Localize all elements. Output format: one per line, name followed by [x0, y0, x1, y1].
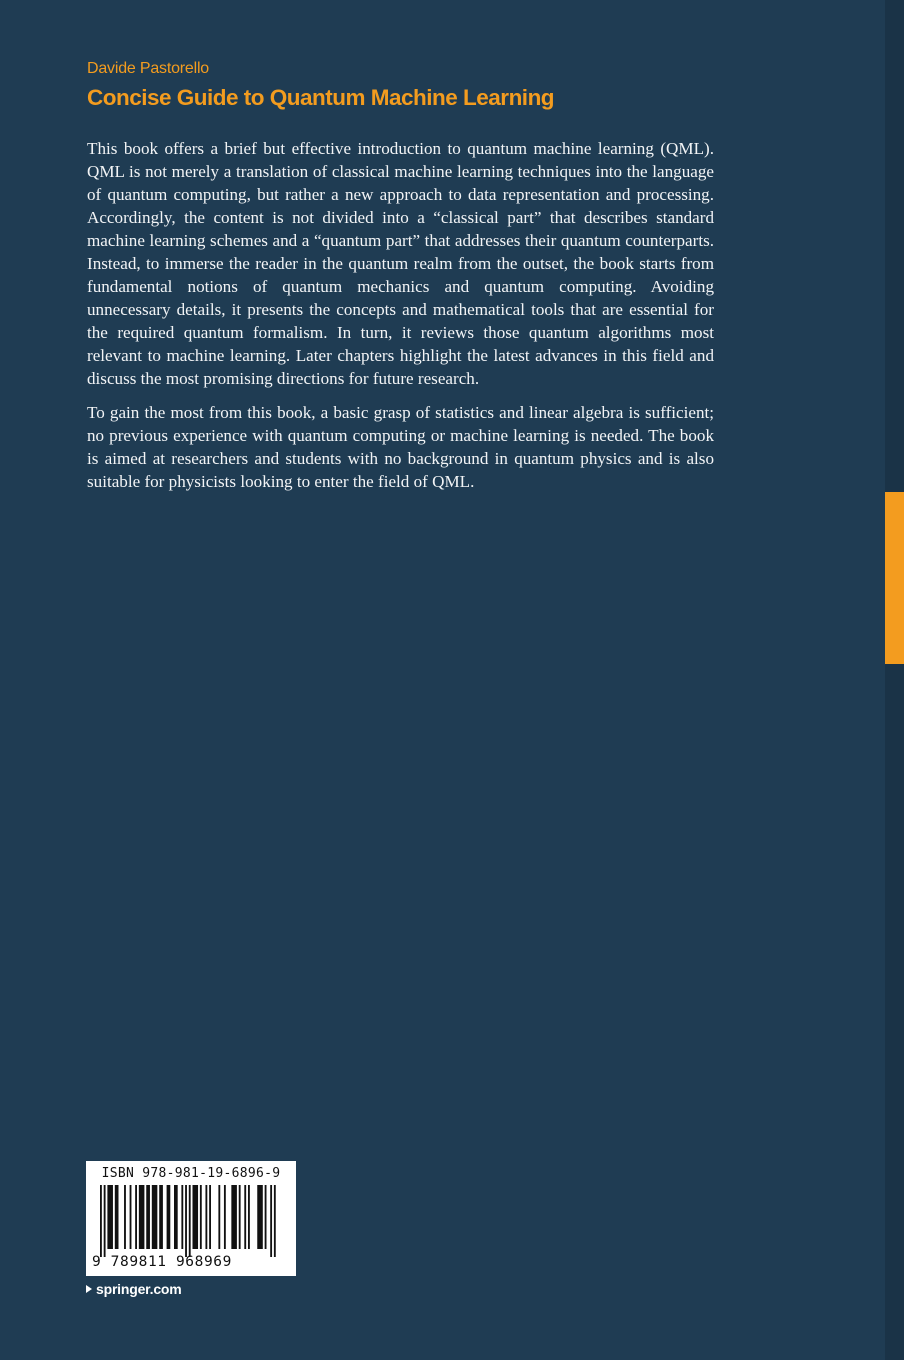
- isbn-label: ISBN 978-981-19-6896-9: [101, 1166, 281, 1181]
- barcode-bar: [152, 1185, 158, 1249]
- barcode-bar: [174, 1185, 178, 1249]
- blurb-paragraph-1: This book offers a brief but effective introduction to quantum machine learning (QML). QML is not merely a translation of classical machine learning techniques into the language of quantum computing, but rather a new approach to data representation and processing. Accordingly, the content is not divided into a “classical part” that describes standard machine learning schemes and a “quantum part” that addresses their quantum counterparts. Instead, to immerse the reader in the quantum realm from the outset, the book starts from fundamental notions of quantum mechanics and quantum computing. Avoiding unnecessary details, it presents the concepts and mathematical tools that are essential for the required quantum formalism. In turn, it reviews those quantum algorithms most relevant to machine learning. Later chapters highlight the latest advances in this field and discuss the most promising directions for future research.: [87, 139, 714, 388]
- barcode-bar: [185, 1185, 187, 1257]
- accent-bar: [885, 492, 904, 664]
- barcode-bar: [231, 1185, 237, 1249]
- website-label: springer.com: [96, 1281, 182, 1297]
- website-link[interactable]: [86, 1281, 182, 1297]
- book-title: Concise Guide to Quantum Machine Learning: [87, 85, 555, 110]
- spine-edge: [885, 0, 904, 1360]
- barcode-bar: [100, 1185, 102, 1257]
- barcode-bar: [107, 1185, 113, 1249]
- barcode-bar: [139, 1185, 145, 1249]
- barcode-bar: [244, 1185, 246, 1249]
- barcode-digits: 9 789811 968969: [92, 1254, 232, 1270]
- barcode-bar: [104, 1185, 106, 1257]
- barcode-bar: [205, 1185, 207, 1249]
- barcode-bar: [189, 1185, 191, 1257]
- barcode-bar: [239, 1185, 241, 1249]
- barcode-bar: [248, 1185, 250, 1249]
- barcode-bar: [200, 1185, 202, 1249]
- barcode-box: [86, 1161, 296, 1276]
- barcode-bar: [115, 1185, 119, 1249]
- barcode-bar: [135, 1185, 137, 1249]
- barcode-bar: [159, 1185, 163, 1249]
- barcode-bar: [146, 1185, 150, 1249]
- barcode-bar: [209, 1185, 211, 1249]
- barcode-bar: [270, 1185, 272, 1257]
- barcode-bar: [257, 1185, 263, 1249]
- barcode-bar: [193, 1185, 199, 1249]
- barcode-bar: [181, 1185, 183, 1249]
- author-name: Davide Pastorello: [87, 60, 209, 77]
- blurb: [87, 137, 714, 504]
- barcode-bar: [224, 1185, 226, 1249]
- barcode-bar: [274, 1185, 276, 1257]
- barcode-bar: [265, 1185, 267, 1249]
- arrow-right-icon: [86, 1285, 92, 1293]
- barcode-bar: [124, 1185, 126, 1249]
- barcode-bar: [218, 1185, 220, 1249]
- blurb-paragraph-2: To gain the most from this book, a basic grasp of statistics and linear algebra is sufficient; no previous experience with quantum computing or machine learning is needed. The book is aimed at researchers and students with no background in quantum physics and is also suitable for physicists looking to enter the field of QML.: [87, 403, 714, 491]
- barcode-bar: [130, 1185, 132, 1249]
- barcode-graphic: [96, 1185, 286, 1261]
- barcode-bar: [167, 1185, 171, 1249]
